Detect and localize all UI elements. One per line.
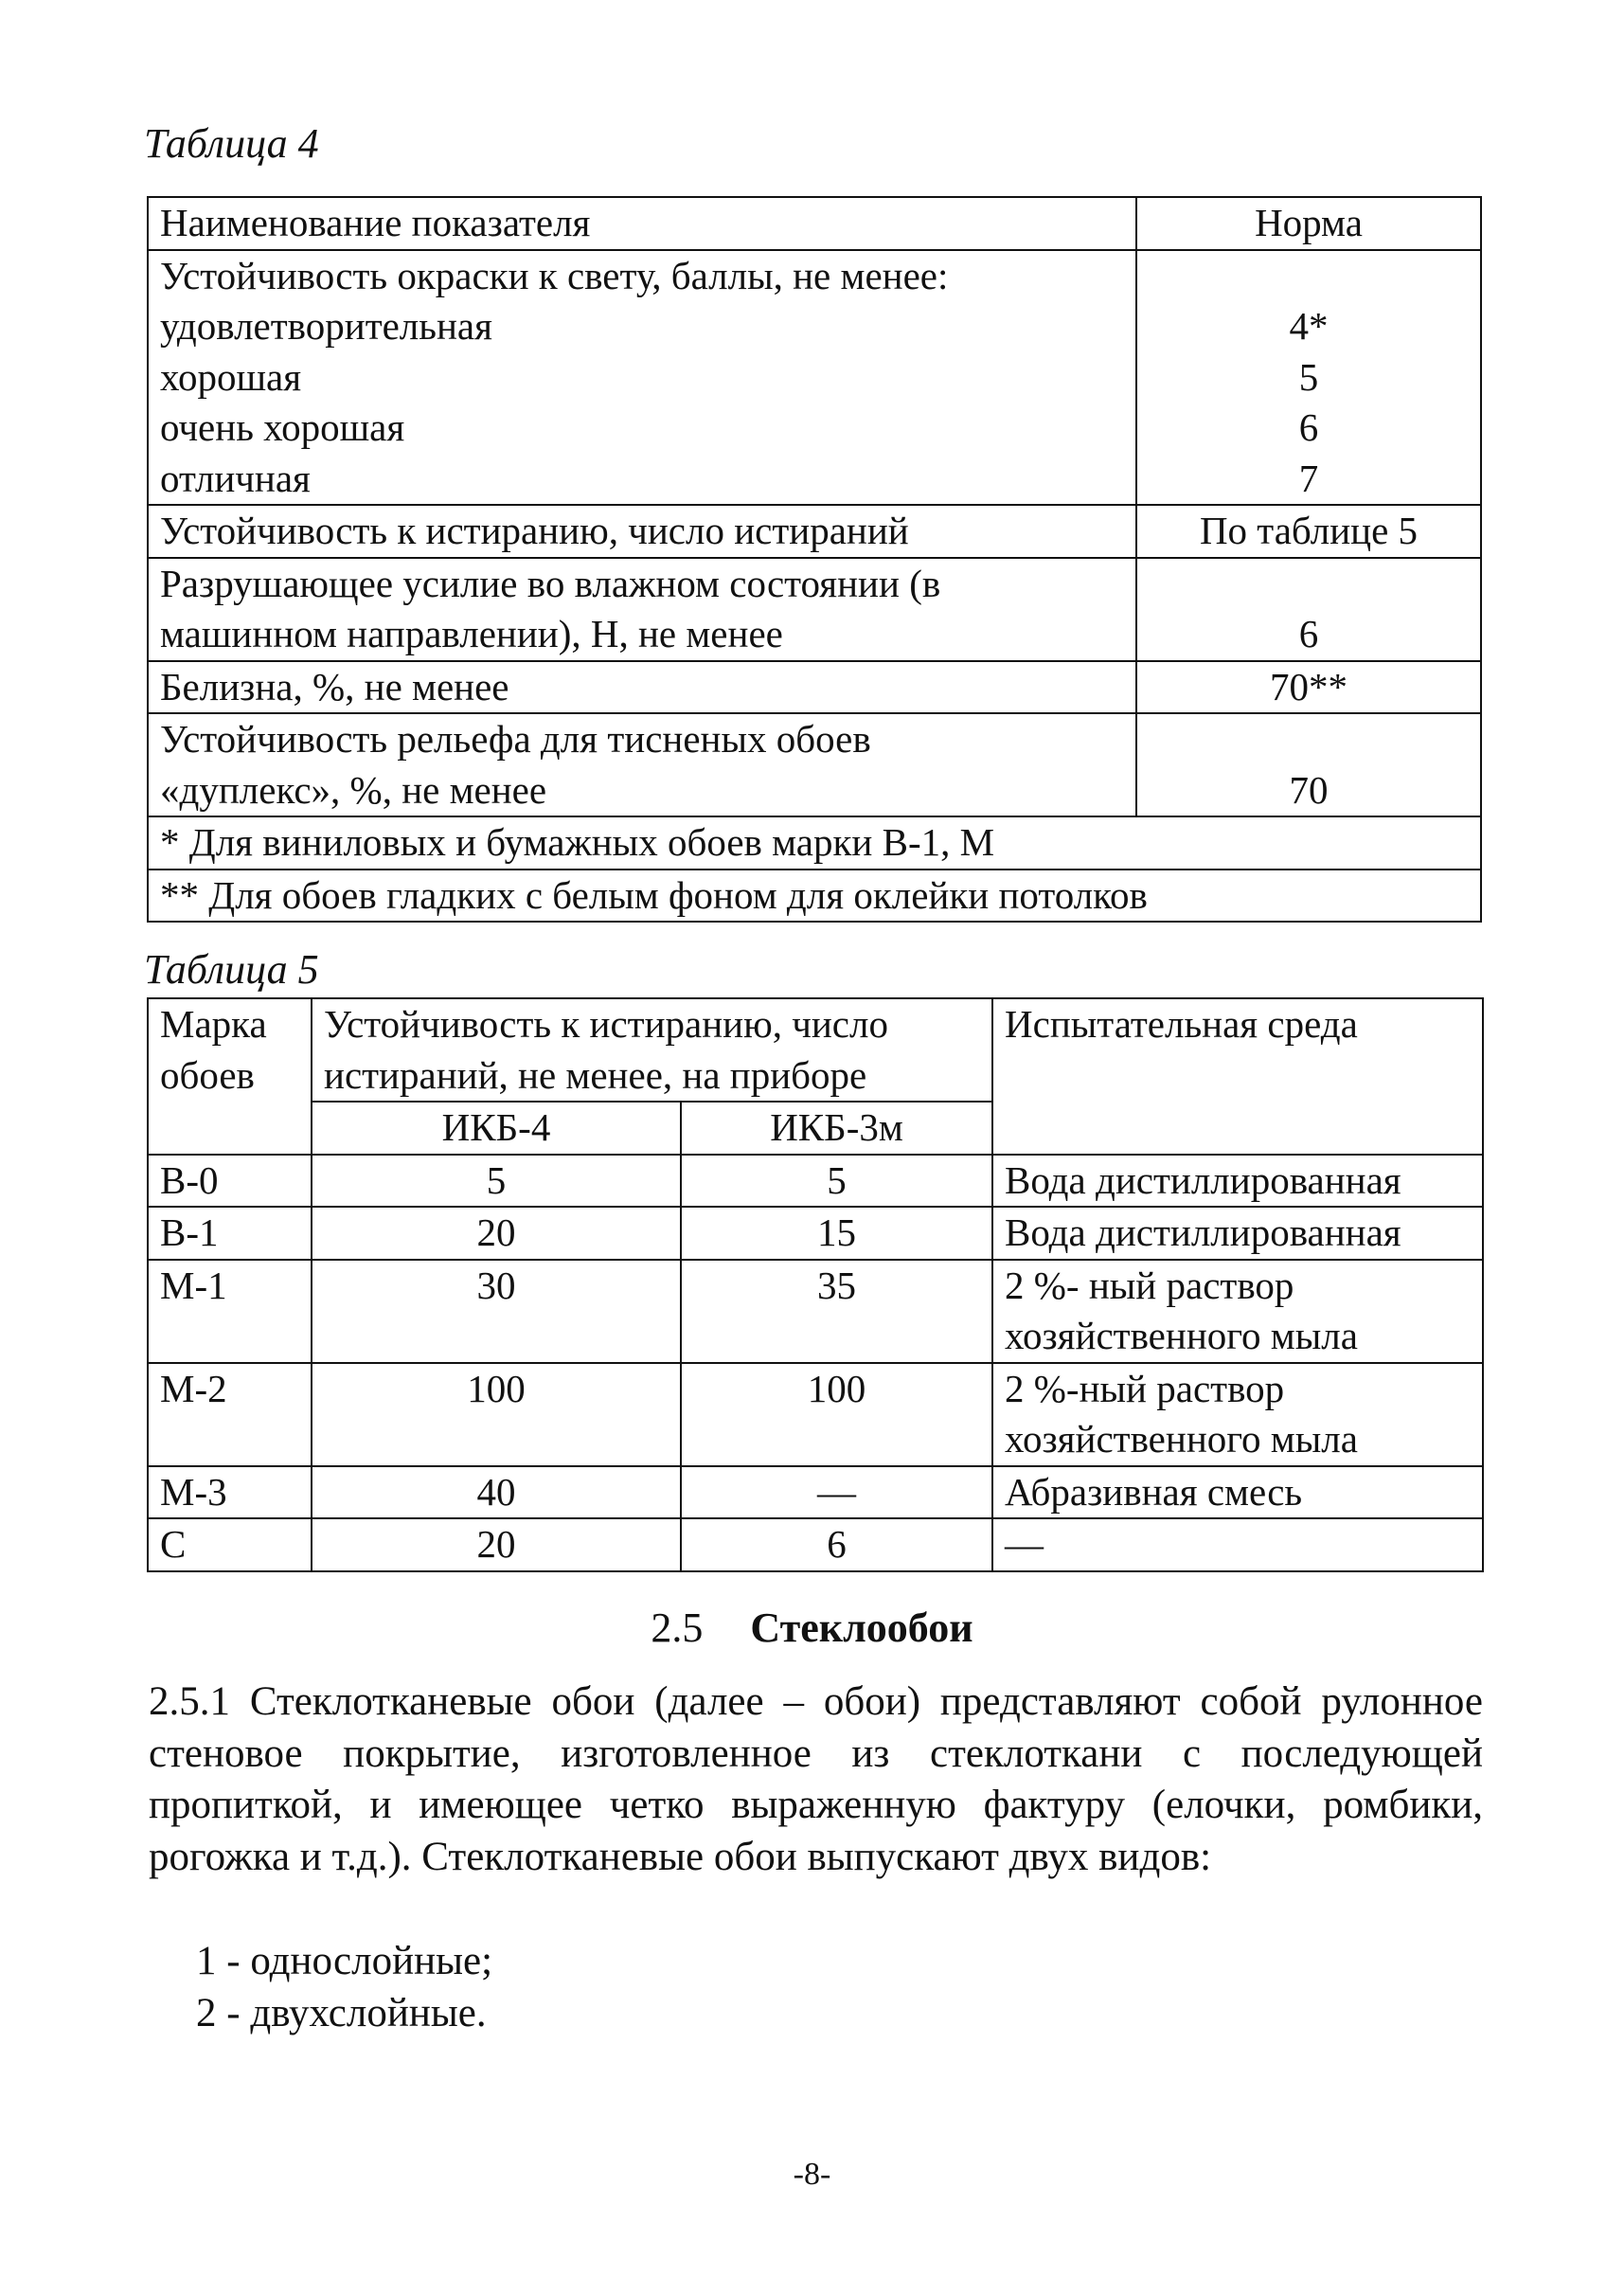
cell-mark: С [148, 1518, 312, 1571]
table-row [148, 661, 1481, 714]
list-item: отличная [160, 456, 311, 500]
table-row [148, 1155, 1483, 1208]
table4-caption: Таблица 4 [144, 120, 319, 167]
cell-mark: В-1 [148, 1207, 312, 1260]
value: 5 [1298, 354, 1319, 399]
table-row [148, 558, 1481, 661]
abrasion-label: Устойчивость к истиранию, число истираний [148, 505, 1136, 558]
table-row [148, 998, 1483, 1102]
light-fastness-values [1136, 250, 1481, 506]
whiteness-value: 70** [1136, 661, 1481, 714]
whiteness-label: Белизна, %, не менее [148, 661, 1136, 714]
cell-ikb3m: 100 [681, 1363, 992, 1466]
cell-ikb3m: 35 [681, 1260, 992, 1363]
cell-ikb3m: 6 [681, 1518, 992, 1571]
cell-ikb4: 5 [312, 1155, 681, 1208]
wet-strength-value: 6 [1136, 558, 1481, 661]
cell-medium: — [992, 1518, 1483, 1571]
header-cell-medium: Испытательная среда [992, 998, 1483, 1155]
cell-medium: 2 %-ный раствор хозяйственного мыла [992, 1363, 1483, 1466]
table-row [148, 1518, 1483, 1571]
table-4 [147, 196, 1482, 923]
cell-ikb4: 20 [312, 1518, 681, 1571]
cell-ikb4: 20 [312, 1207, 681, 1260]
header-cell-ikb3m: ИКБ-3м [681, 1102, 992, 1155]
cell-medium: Вода дистиллированная [992, 1155, 1483, 1208]
table-row [148, 1363, 1483, 1466]
table-row [148, 816, 1481, 870]
cell-mark: М-1 [148, 1260, 312, 1363]
header-cell-norm: Норма [1136, 197, 1481, 250]
light-fastness-cell [148, 250, 1136, 506]
header-cell-ikb4: ИКБ-4 [312, 1102, 681, 1155]
header-cell-name: Наименование показателя [148, 197, 1136, 250]
header-cell-abrasion: Устойчивость к истиранию, число истираний, не менее, на приборе [312, 998, 992, 1102]
table-row [148, 1260, 1483, 1363]
cell-mark: М-2 [148, 1363, 312, 1466]
table-row [148, 505, 1481, 558]
list-item: очень хорошая [160, 405, 405, 449]
relief-label: Устойчивость рельефа для тисненых обоев «дуплекс», %, не менее [148, 713, 1136, 816]
section-title: Стеклообои [750, 1605, 973, 1651]
table-row [148, 870, 1481, 923]
table-row [148, 1207, 1483, 1260]
section-heading [0, 1604, 1624, 1653]
cell-ikb3m: 15 [681, 1207, 992, 1260]
page-number: -8- [793, 2157, 831, 2192]
cell-mark: М-3 [148, 1466, 312, 1519]
table-row [148, 250, 1481, 506]
value: 4* [1289, 304, 1329, 348]
footnote-2: ** Для обоев гладких с белым фоном для оклейки потолков [148, 870, 1481, 923]
footnote-1: * Для виниловых и бумажных обоев марки В-1, М [148, 816, 1481, 870]
section-number: 2.5 [651, 1605, 704, 1651]
table-row [148, 1466, 1483, 1519]
list-item: 2 - двухслойные. [196, 1991, 487, 2035]
cell-ikb3m: — [681, 1466, 992, 1519]
list-item: 1 - однослойные; [196, 1939, 493, 1983]
cell-medium: Вода дистиллированная [992, 1207, 1483, 1260]
value: 6 [1298, 405, 1319, 449]
table-5 [147, 997, 1484, 1572]
cell-ikb4: 100 [312, 1363, 681, 1466]
abrasion-value: По таблице 5 [1136, 505, 1481, 558]
cell-medium: 2 %- ный раствор хозяйственного мыла [992, 1260, 1483, 1363]
body-paragraph: 2.5.1 Стеклотканевые обои (далее – обои) представляют собой рулонное стеновое покрытие, изготовленное из стеклоткани с последующей пропиткой, и имеющее четко выраженную фактуру (елочки, ромбики, рогожка и т.д.). Стеклотканевые обои выпускают двух видов: [149, 1679, 1483, 1879]
table-row [148, 197, 1481, 250]
list-item: удовлетворительная [160, 304, 492, 348]
cell-mark: В-0 [148, 1155, 312, 1208]
relief-value: 70 [1136, 713, 1481, 816]
header-cell-mark: Марка обоев [148, 998, 312, 1155]
cell-medium: Абразивная смесь [992, 1466, 1483, 1519]
light-fastness-title: Устойчивость окраски к свету, баллы, не менее: [160, 253, 949, 297]
value: 7 [1298, 456, 1319, 500]
cell-ikb4: 40 [312, 1466, 681, 1519]
cell-ikb4: 30 [312, 1260, 681, 1363]
wet-strength-label: Разрушающее усилие во влажном состоянии (в машинном направлении), Н, не менее [148, 558, 1136, 661]
table5-caption: Таблица 5 [144, 946, 319, 993]
list-item: хорошая [160, 354, 302, 399]
table-row [148, 713, 1481, 816]
cell-ikb3m: 5 [681, 1155, 992, 1208]
